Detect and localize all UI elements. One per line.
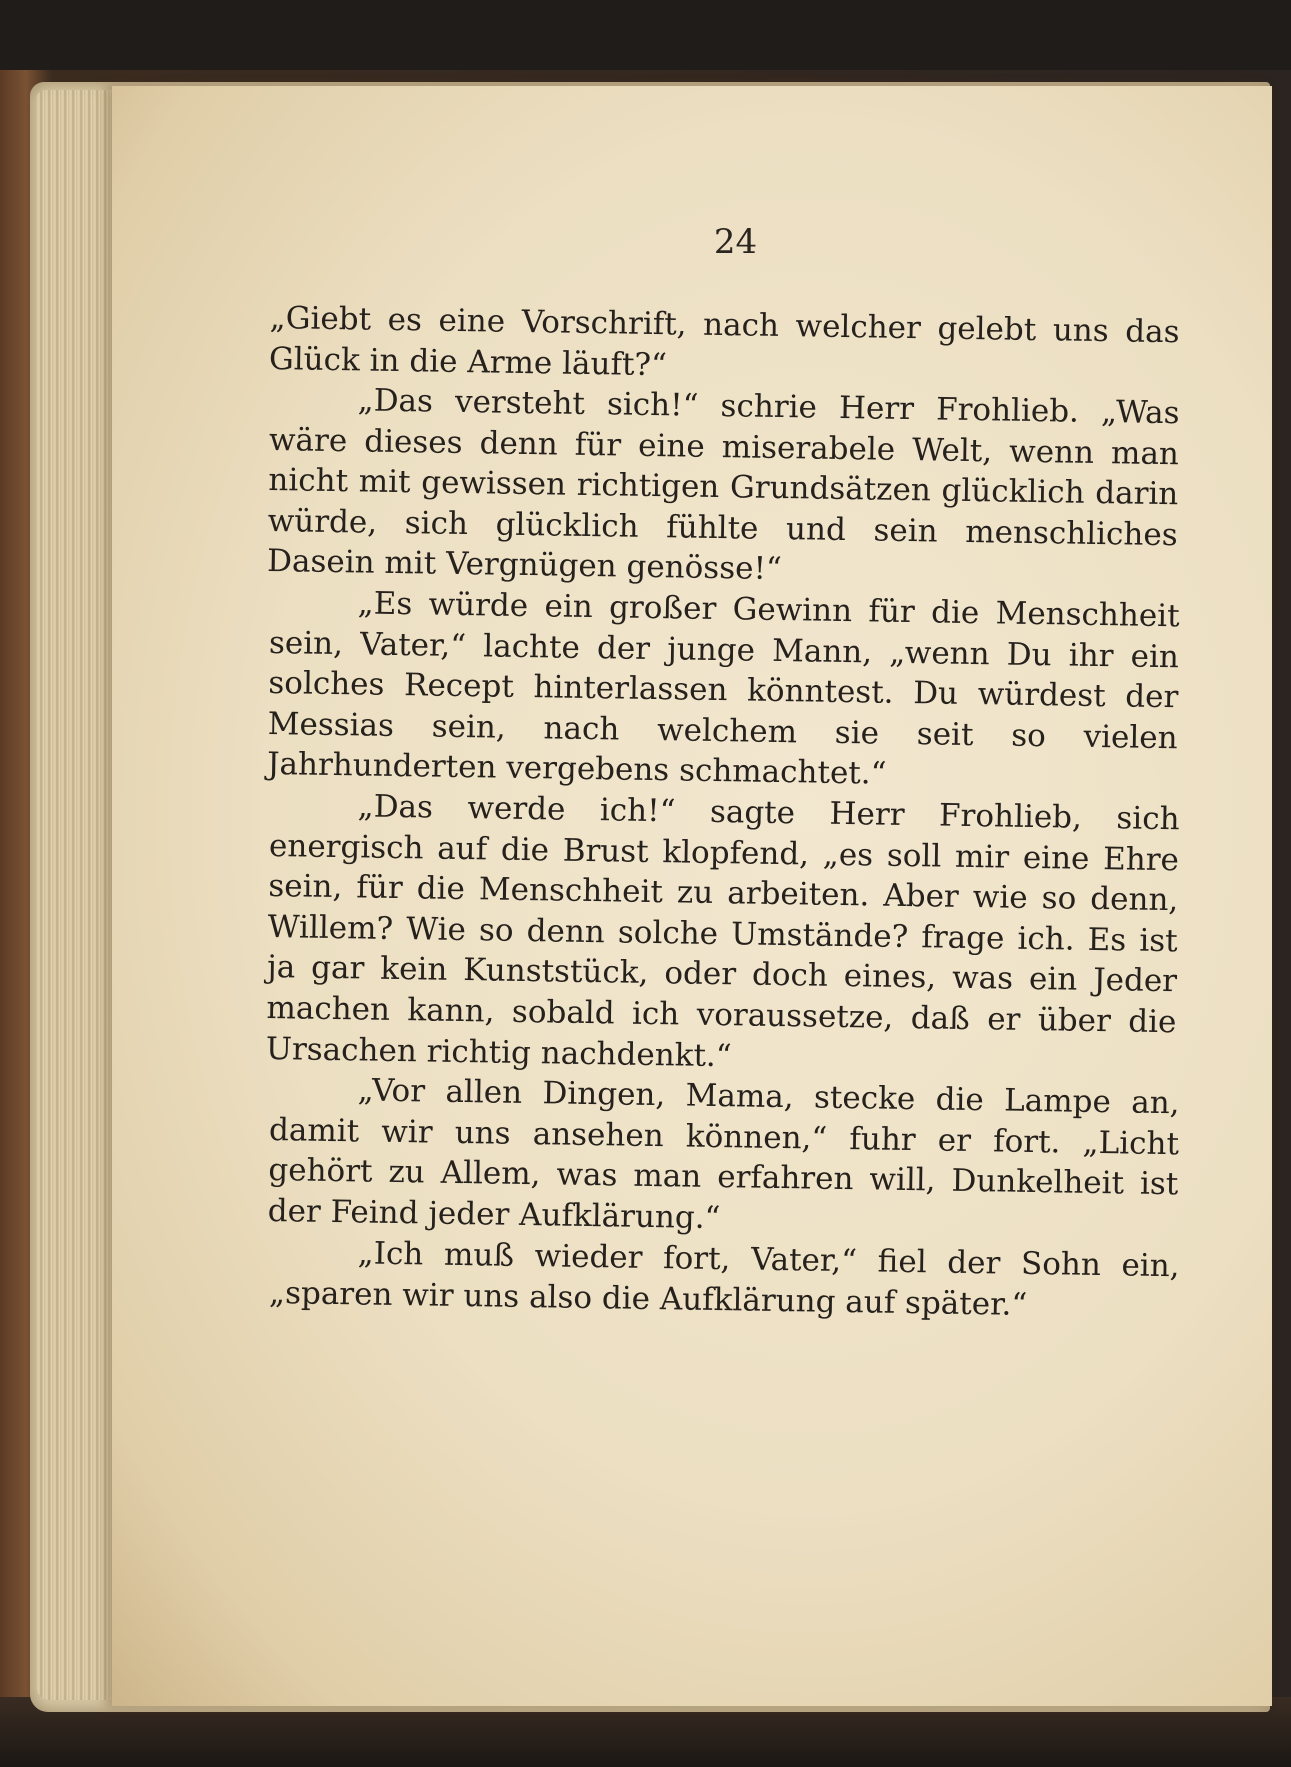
paragraph: „Vor allen Dingen, Mama, stecke die Lampe an, damit wir uns ansehen können,“ fuhr er fort. „Licht gehört zu Allem, was man erfahren will, Dunkelheit ist der Feind jeder Aufklärung.“ — [267, 1072, 1180, 1237]
paragraph: „Giebt es eine Vorschrift, nach welcher gelebt uns das Glück in die Arme läuft?“ — [268, 299, 1180, 383]
paragraph: „Das versteht sich!“ schrie Herr Frohlieb. „Was wäre dieses denn für eine miserabele Welt, wenn man nicht mit gewissen richtigen Grundsätzen glücklich darin würde, sich glücklich fühlte und sein menschliches Dasein mit Vergnügen genösse!“ — [266, 382, 1180, 588]
page-text — [265, 298, 1180, 1323]
paragraph: „Es würde ein großer Gewinn für die Menschheit sein, Vater,“ lachte der junge Mann, „wenn Du ihr ein solches Recept hinterlassen könntest. Du würdest der Messias sein, nach welchem sie seit so vielen Jahrhunderten vergebens schmachtet.“ — [266, 585, 1180, 793]
paragraph: „Das werde ich!“ sagte Herr Frohlieb, sich energisch auf die Brust klopfend, „es soll mir eine Ehre sein, für die Menschheit zu arbeiten. Aber wie so denn, Willem? Wie so denn solche Umstände? frage ich. Es ist ja gar kein Kunststück, oder doch eines, was ein Jeder machen kann, sobald ich voraussetze, daß er über die Ursachen richtig nachdenkt.“ — [265, 788, 1180, 1074]
page-number: 24 — [713, 222, 758, 262]
paragraph: „Ich muß wieder fort, Vater,“ fiel der Sohn ein, „sparen wir uns also die Aufklärung auf später.“ — [268, 1235, 1180, 1323]
